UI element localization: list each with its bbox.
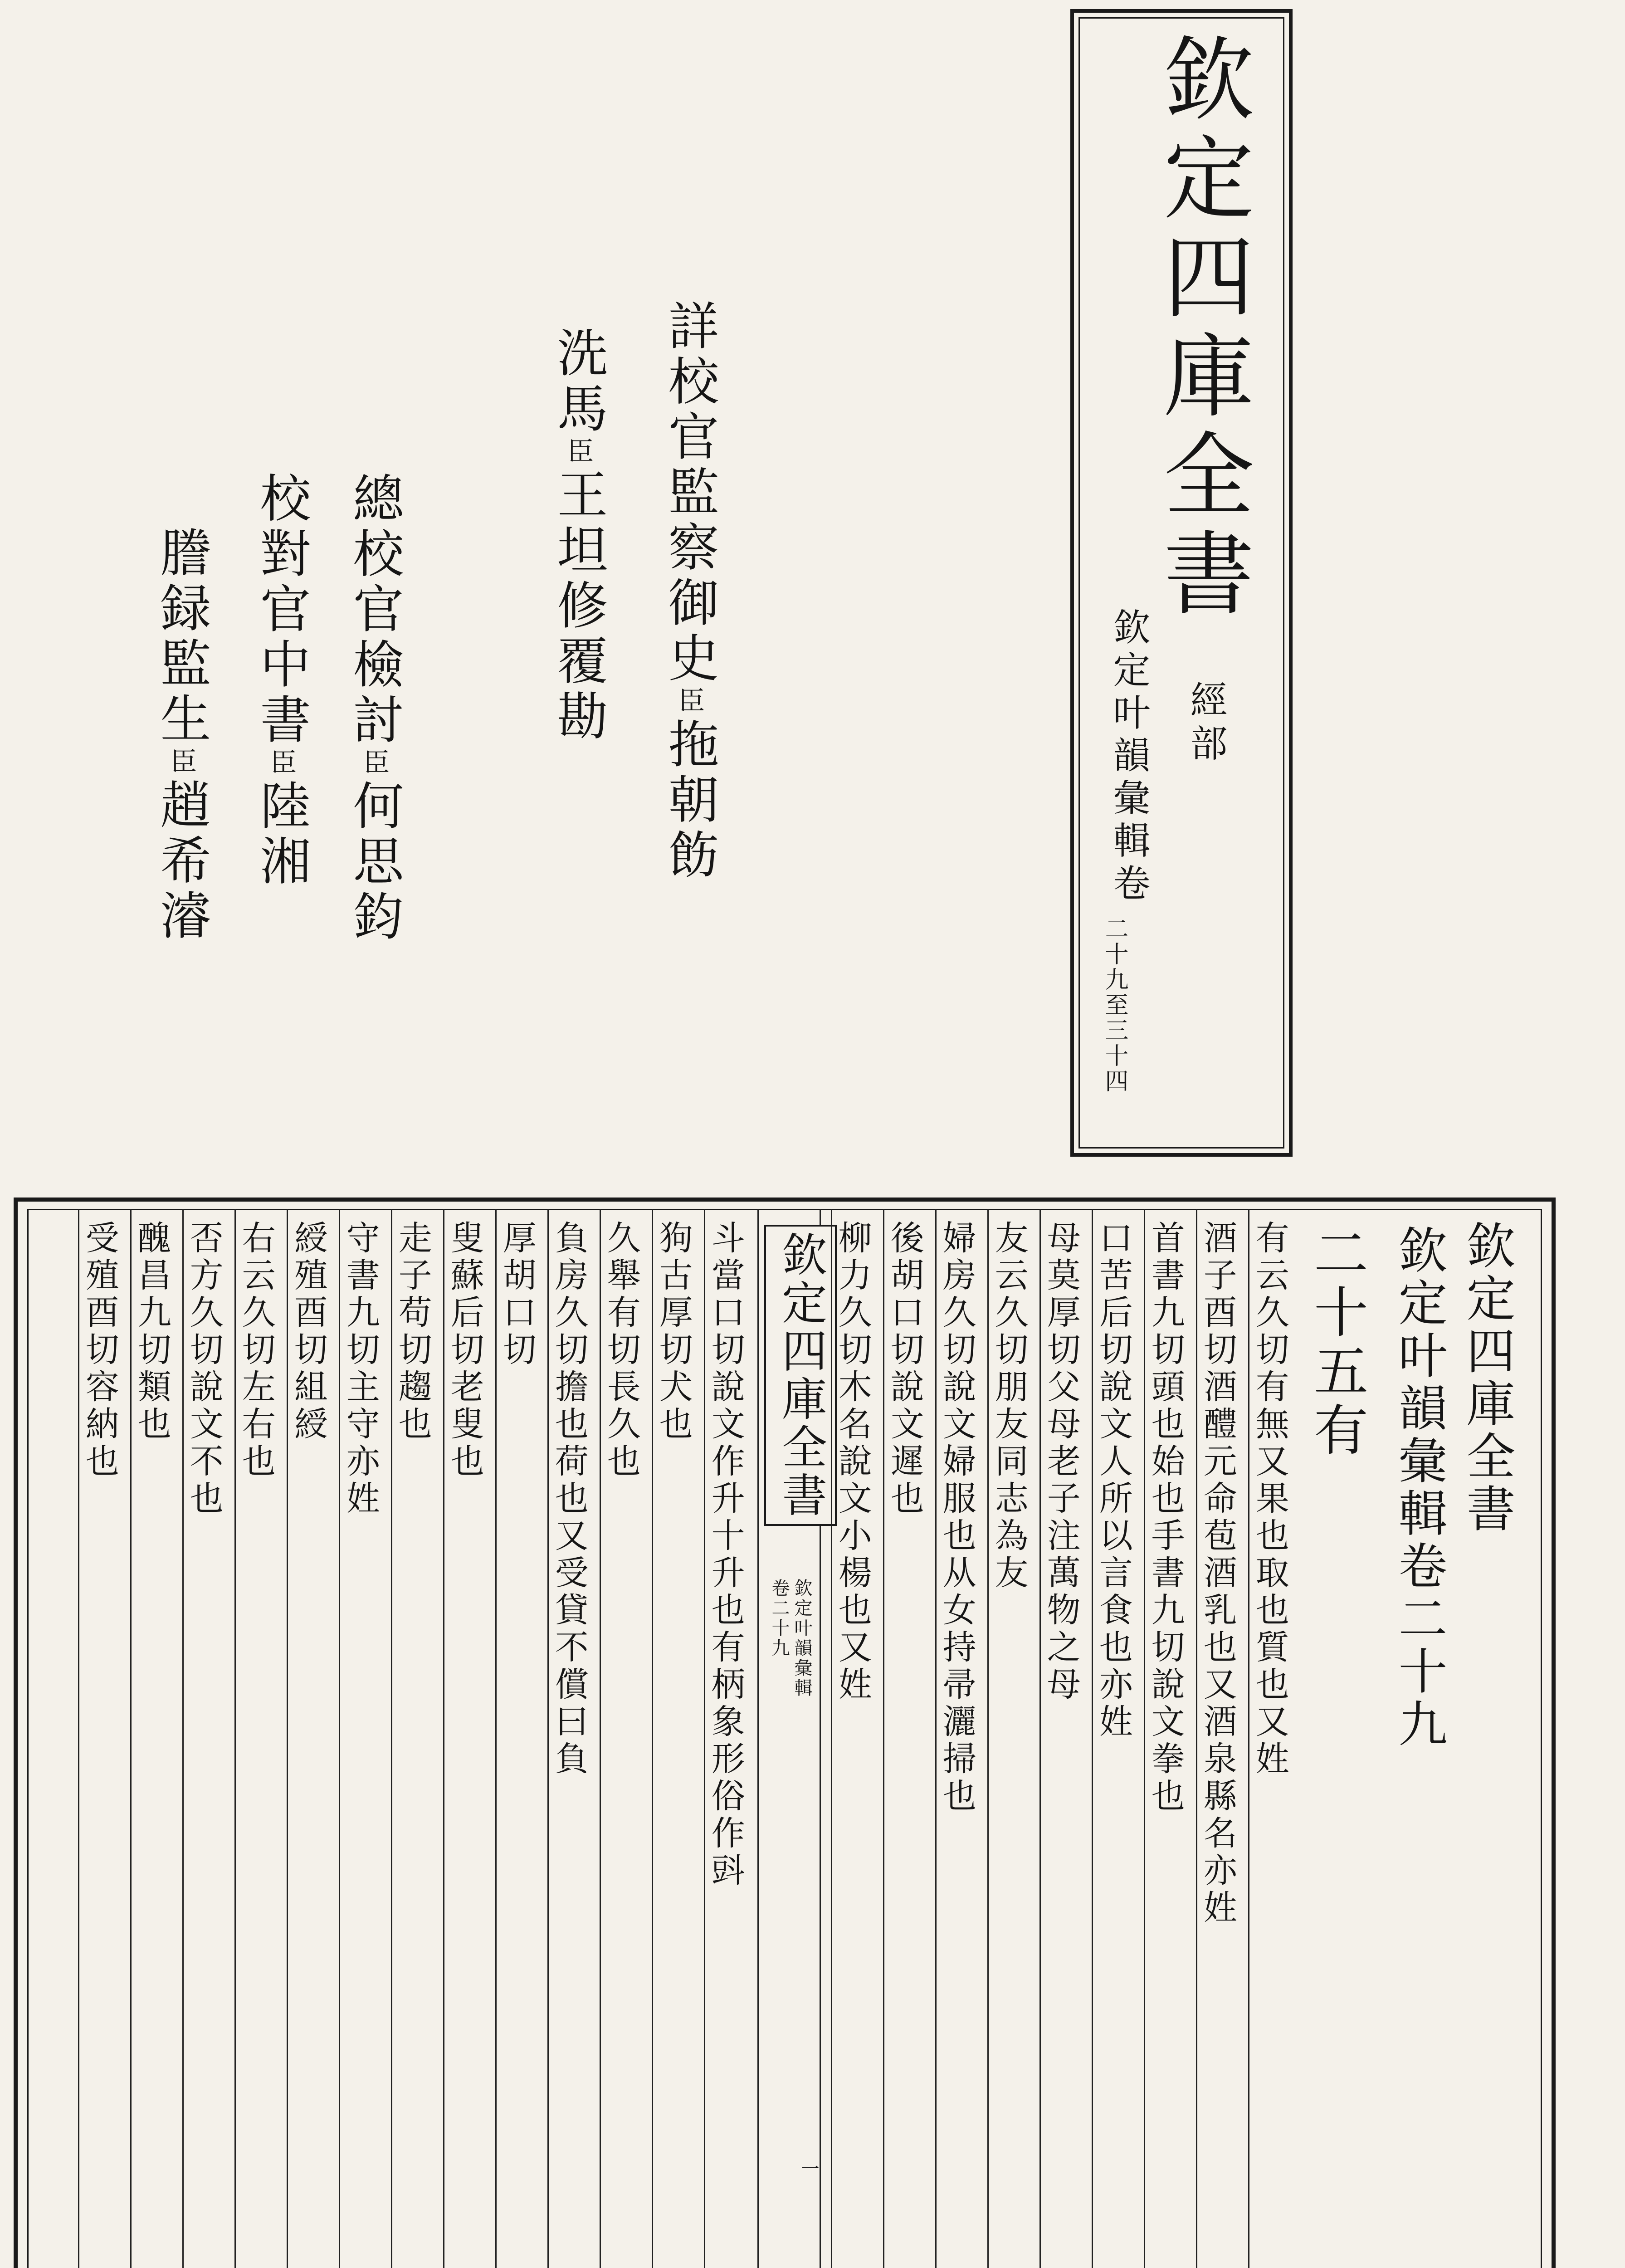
column-rule [935,1209,937,2268]
column-rule [339,1209,340,2268]
column-rule [1248,1209,1249,2268]
column-rule [495,1209,497,2268]
column-rule [287,1209,288,2268]
column-rule [883,1209,884,2268]
column-rule [831,1209,832,2268]
fold-title: 欽定四庫全書 [764,1225,837,1526]
official-role: 謄録監生 [152,526,211,748]
text-column: 口苦后切說文人所以言食也亦姓 [1093,1220,1133,1741]
text-column: 後胡口切說文遲也 [885,1220,924,1518]
official-rank: 臣 [563,437,594,468]
official-role: 總校官檢討 [345,472,404,748]
text-column: 走子苟切趨也 [393,1220,432,1443]
column-rule [78,1209,79,2268]
official-name: 陸湘 [252,779,311,890]
official-role: 校對官中書 [252,472,311,748]
column-rule [704,1209,705,2268]
rhyme-heading: 二十五有 [1305,1225,1368,1461]
official-3 [338,472,411,945]
official-rank: 臣 [166,748,197,778]
cover-volumes-label: 卷 [1107,864,1150,906]
text-column: 婦房久切說文婦服也从女持帚灑掃也 [937,1220,976,1815]
text-column: 首書九切頭也始也手書九切說文拳也 [1146,1220,1185,1815]
text-column: 厚胡口切 [497,1220,537,1369]
text-column: 否方久切說文不也 [184,1220,224,1518]
cover-volumes: 二十九至三十四 [1101,916,1128,1094]
official-role: 洗馬 [549,327,608,437]
cover-book-title [1102,608,1155,906]
official-rank: 臣 [266,748,297,779]
page-header: 欽定四庫全書 [1458,1220,1515,1536]
text-column: 右云久切左右也 [236,1220,276,1481]
official-4 [245,472,318,890]
cover-book-name: 欽定叶韻彙輯 [1107,608,1150,864]
official-name: 拖朝飭 [660,718,719,884]
official-1 [653,299,726,884]
official-name: 何思鈞 [345,779,404,945]
column-rule [1144,1209,1145,2268]
cover-section: 經部 [1184,680,1227,767]
fold-book-title: 欽定叶韻彙輯 [791,1579,812,1698]
text-column: 母莫厚切父母老子注萬物之母 [1041,1220,1081,1704]
column-rule [1196,1209,1197,2268]
text-column: 醜昌九切類也 [132,1220,171,1443]
column-rule [987,1209,989,2268]
text-column: 有云久切有無又果也取也質也又姓 [1250,1220,1289,1778]
text-column: 柳力久切木名說文小楊也又姓 [833,1220,872,1704]
column-rule [234,1209,236,2268]
column-rule [1092,1209,1093,2268]
text-column: 狗古厚切犬也 [654,1220,693,1443]
text-column: 斗當口切說文作升十升也有柄象形俗作㪷 [706,1220,745,1890]
text-column: 負房久切擔也荷也又受貸不償曰負 [549,1220,589,1778]
column-rule [182,1209,184,2268]
column-rule [600,1209,601,2268]
cover-title: 欽定四庫全書 [1148,32,1254,625]
official-5 [145,526,218,944]
text-column: 友云久切朋友同志為友 [989,1220,1029,1592]
fold-volume: 卷二十九 [769,1579,790,1658]
text-column: 守書九切主守亦姓 [341,1220,380,1518]
official-name: 王坦修覆勘 [549,468,608,745]
volume-title: 欽定叶韻彙輯卷二十九 [1390,1225,1447,1751]
text-column: 酒子酉切酒醴元命苞酒乳也又酒泉縣名亦姓 [1198,1220,1237,1927]
official-rank: 臣 [359,748,390,779]
fold-leaf-number: 一 [798,2159,819,2177]
column-rule [391,1209,392,2268]
column-rule [443,1209,444,2268]
text-column: 叟蘇后切老叟也 [445,1220,484,1481]
text-column: 綬殖酉切組綬 [288,1220,328,1443]
column-rule [1039,1209,1041,2268]
official-name: 趙希濬 [152,778,211,944]
official-role: 詳校官監察御史 [660,299,719,687]
text-column: 受殖酉切容納也 [80,1220,119,1481]
column-rule [547,1209,549,2268]
text-column: 久舉有切長久也 [601,1220,641,1481]
official-2 [542,327,615,745]
official-rank: 臣 [674,687,705,718]
column-rule [652,1209,653,2268]
column-rule [130,1209,132,2268]
